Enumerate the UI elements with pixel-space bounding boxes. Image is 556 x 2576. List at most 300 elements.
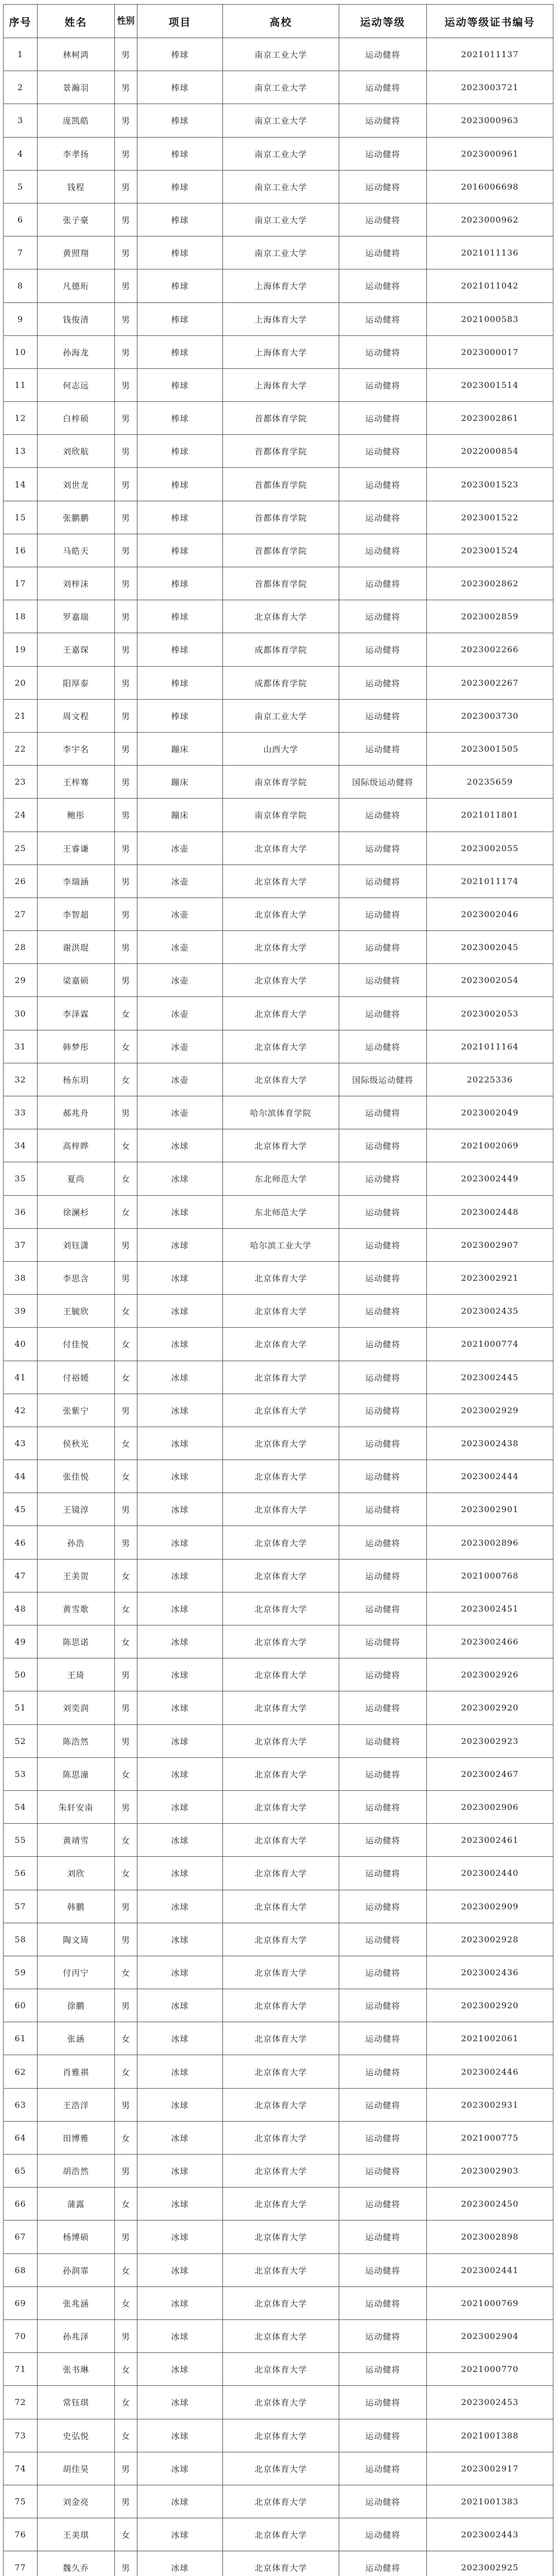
cell-name: 蒲露 [38, 2188, 115, 2221]
cell-no: 40 [4, 1328, 38, 1361]
cell-school: 东北师范大学 [223, 1195, 339, 1228]
cell-no: 49 [4, 1625, 38, 1658]
cell-gender: 男 [115, 931, 137, 964]
table-row [4, 71, 553, 104]
cell-level: 运动健将 [339, 832, 427, 865]
cell-level: 运动健将 [339, 1096, 427, 1129]
cell-no: 9 [4, 302, 38, 335]
cell-cert: 2023002436 [427, 1956, 553, 1989]
cell-no: 61 [4, 2022, 38, 2055]
cell-school: 北京体育大学 [223, 1824, 339, 1857]
cell-no: 7 [4, 236, 38, 269]
cell-name: 李宇名 [38, 732, 115, 765]
cell-name: 郝兆舟 [38, 1096, 115, 1129]
table-row [4, 1295, 553, 1328]
table-row [4, 799, 553, 832]
cell-event: 棒球 [137, 71, 223, 104]
table-row [4, 766, 553, 799]
cell-name: 徐澜杉 [38, 1195, 115, 1228]
table-row [4, 104, 553, 137]
cell-level: 运动健将 [339, 2452, 427, 2485]
cell-name: 王毓欣 [38, 1295, 115, 1328]
cell-name: 李泽霖 [38, 997, 115, 1030]
cell-school: 北京体育大学 [223, 2386, 339, 2419]
cell-event: 冰球 [137, 2221, 223, 2253]
table-row [4, 1658, 553, 1691]
cell-school: 北京体育大学 [223, 2253, 339, 2286]
cell-event: 棒球 [137, 402, 223, 435]
cell-gender: 男 [115, 2319, 137, 2352]
cell-no: 58 [4, 1923, 38, 1956]
cell-cert: 2023002896 [427, 1526, 553, 1559]
table-row [4, 2253, 553, 2286]
table-row [4, 435, 553, 468]
cell-no: 53 [4, 1757, 38, 1790]
cell-event: 冰球 [137, 1625, 223, 1658]
table-row [4, 534, 553, 567]
cell-school: 北京体育大学 [223, 832, 339, 865]
cell-level: 运动健将 [339, 1890, 427, 1923]
cell-event: 冰球 [137, 1724, 223, 1757]
cell-event: 棒球 [137, 633, 223, 666]
cell-event: 棒球 [137, 567, 223, 600]
cell-cert: 2021002069 [427, 1129, 553, 1162]
cell-gender: 女 [115, 2188, 137, 2221]
cell-gender: 女 [115, 2386, 137, 2419]
table-row [4, 1757, 553, 1790]
cell-gender: 男 [115, 501, 137, 534]
cell-cert: 2023002441 [427, 2253, 553, 2286]
cell-cert: 2021000770 [427, 2353, 553, 2386]
cell-cert: 2023000961 [427, 137, 553, 170]
cell-no: 22 [4, 732, 38, 765]
cell-name: 凡德珩 [38, 269, 115, 302]
cell-school: 哈尔滨工业大学 [223, 1228, 339, 1261]
cell-cert: 2023001523 [427, 468, 553, 501]
cell-event: 棒球 [137, 335, 223, 368]
cell-school: 首都体育学院 [223, 534, 339, 567]
cell-name: 王美贺 [38, 1559, 115, 1592]
cell-level: 运动健将 [339, 2419, 427, 2452]
cell-name: 杨博硕 [38, 2221, 115, 2253]
cell-gender: 男 [115, 1658, 137, 1691]
cell-gender: 男 [115, 1691, 137, 1724]
athlete-roster-sheet [3, 4, 553, 2576]
cell-no: 72 [4, 2386, 38, 2419]
table-row [4, 2221, 553, 2253]
cell-no: 73 [4, 2419, 38, 2452]
cell-gender: 女 [115, 2055, 137, 2088]
cell-event: 冰球 [137, 1228, 223, 1261]
cell-name: 罗嘉瑞 [38, 600, 115, 633]
cell-level: 运动健将 [339, 2485, 427, 2518]
cell-gender: 女 [115, 2286, 137, 2319]
cell-school: 北京体育大学 [223, 1394, 339, 1427]
table-row [4, 269, 553, 302]
cell-cert: 2021011042 [427, 269, 553, 302]
cell-level: 运动健将 [339, 1824, 427, 1857]
cell-school: 成都体育学院 [223, 633, 339, 666]
cell-name: 马皓天 [38, 534, 115, 567]
table-row [4, 2055, 553, 2088]
cell-cert: 2023002909 [427, 1890, 553, 1923]
cell-level: 运动健将 [339, 534, 427, 567]
cell-school: 北京体育大学 [223, 2452, 339, 2485]
cell-school: 南京工业大学 [223, 236, 339, 269]
cell-level: 运动健将 [339, 1460, 427, 1493]
cell-cert: 2023002445 [427, 1361, 553, 1394]
cell-name: 田博雅 [38, 2121, 115, 2154]
cell-level: 运动健将 [339, 236, 427, 269]
cell-no: 14 [4, 468, 38, 501]
cell-level: 运动健将 [339, 402, 427, 435]
cell-name: 阳厚泰 [38, 666, 115, 699]
cell-level: 运动健将 [339, 335, 427, 368]
cell-level: 运动健将 [339, 170, 427, 203]
cell-event: 冰球 [137, 1890, 223, 1923]
cell-school: 北京体育大学 [223, 1857, 339, 1890]
table-row [4, 1361, 553, 1394]
cell-no: 21 [4, 699, 38, 732]
cell-event: 冰壶 [137, 931, 223, 964]
table-row [4, 2286, 553, 2319]
cell-cert: 2023002926 [427, 1658, 553, 1691]
cell-no: 4 [4, 137, 38, 170]
cell-level: 运动健将 [339, 1030, 427, 1063]
cell-event: 冰壶 [137, 997, 223, 1030]
cell-name: 何志远 [38, 368, 115, 401]
cell-no: 45 [4, 1493, 38, 1526]
cell-no: 77 [4, 2551, 38, 2576]
cell-event: 冰壶 [137, 964, 223, 997]
header-cert: 运动等级证书编号 [427, 5, 553, 38]
cell-event: 冰球 [137, 1195, 223, 1228]
cell-no: 46 [4, 1526, 38, 1559]
cell-name: 高梓晔 [38, 1129, 115, 1162]
cell-school: 上海体育大学 [223, 302, 339, 335]
cell-no: 38 [4, 1261, 38, 1294]
cell-name: 张佳悦 [38, 1460, 115, 1493]
cell-gender: 男 [115, 1790, 137, 1823]
cell-school: 北京体育大学 [223, 2088, 339, 2121]
table-row [4, 1559, 553, 1592]
cell-school: 首都体育学院 [223, 435, 339, 468]
cell-level: 运动健将 [339, 1625, 427, 1658]
cell-gender: 女 [115, 1195, 137, 1228]
cell-gender: 男 [115, 865, 137, 897]
cell-gender: 男 [115, 2088, 137, 2121]
cell-cert: 2023001524 [427, 534, 553, 567]
cell-event: 冰球 [137, 1427, 223, 1460]
cell-no: 67 [4, 2221, 38, 2253]
table-row [4, 633, 553, 666]
cell-event: 棒球 [137, 501, 223, 534]
table-row [4, 38, 553, 71]
cell-no: 55 [4, 1824, 38, 1857]
cell-level: 运动健将 [339, 1361, 427, 1394]
cell-level: 运动健将 [339, 1559, 427, 1592]
cell-level: 运动健将 [339, 1261, 427, 1294]
cell-school: 首都体育学院 [223, 468, 339, 501]
cell-school: 北京体育大学 [223, 2155, 339, 2188]
cell-event: 冰球 [137, 1956, 223, 1989]
cell-cert: 2021001388 [427, 2419, 553, 2452]
cell-no: 26 [4, 865, 38, 897]
cell-level: 运动健将 [339, 699, 427, 732]
cell-level: 运动健将 [339, 897, 427, 930]
cell-school: 南京工业大学 [223, 699, 339, 732]
cell-level: 运动健将 [339, 633, 427, 666]
table-row [4, 1724, 553, 1757]
table-row [4, 1228, 553, 1261]
cell-school: 北京体育大学 [223, 1790, 339, 1823]
cell-no: 13 [4, 435, 38, 468]
cell-no: 16 [4, 534, 38, 567]
table-row [4, 931, 553, 964]
cell-no: 32 [4, 1063, 38, 1096]
cell-no: 3 [4, 104, 38, 137]
cell-cert: 2021011136 [427, 236, 553, 269]
cell-name: 魏久乔 [38, 2551, 115, 2576]
cell-no: 31 [4, 1030, 38, 1063]
cell-event: 蹦床 [137, 799, 223, 832]
cell-school: 北京体育大学 [223, 1460, 339, 1493]
cell-school: 北京体育大学 [223, 1691, 339, 1724]
cell-school: 北京体育大学 [223, 897, 339, 930]
cell-cert: 2023002903 [427, 2155, 553, 2188]
cell-gender: 女 [115, 1460, 137, 1493]
cell-name: 夏尚 [38, 1162, 115, 1195]
cell-name: 钱程 [38, 170, 115, 203]
cell-cert: 2023001505 [427, 732, 553, 765]
cell-gender: 男 [115, 1923, 137, 1956]
cell-cert: 2023002435 [427, 1295, 553, 1328]
cell-cert: 2023002267 [427, 666, 553, 699]
cell-cert: 2023002054 [427, 964, 553, 997]
table-row [4, 1824, 553, 1857]
cell-gender: 男 [115, 203, 137, 236]
cell-school: 北京体育大学 [223, 997, 339, 1030]
table-row [4, 2551, 553, 2576]
cell-cert: 2023002925 [427, 2551, 553, 2576]
cell-gender: 男 [115, 799, 137, 832]
cell-gender: 男 [115, 1724, 137, 1757]
cell-name: 王梓骞 [38, 766, 115, 799]
cell-name: 王嘉琛 [38, 633, 115, 666]
cell-name: 韩鹏 [38, 1890, 115, 1923]
cell-gender: 男 [115, 1394, 137, 1427]
cell-school: 北京体育大学 [223, 2419, 339, 2452]
cell-school: 北京体育大学 [223, 1427, 339, 1460]
cell-cert: 2022000854 [427, 435, 553, 468]
cell-gender: 男 [115, 335, 137, 368]
cell-level: 运动健将 [339, 1691, 427, 1724]
cell-event: 冰球 [137, 1129, 223, 1162]
cell-event: 冰球 [137, 2088, 223, 2121]
cell-name: 陶文琦 [38, 1923, 115, 1956]
cell-no: 10 [4, 335, 38, 368]
cell-school: 北京体育大学 [223, 1890, 339, 1923]
cell-no: 74 [4, 2452, 38, 2485]
cell-name: 肖雅祺 [38, 2055, 115, 2088]
cell-gender: 男 [115, 1096, 137, 1129]
cell-level: 运动健将 [339, 435, 427, 468]
cell-event: 冰球 [137, 2155, 223, 2188]
cell-school: 成都体育学院 [223, 666, 339, 699]
cell-level: 运动健将 [339, 732, 427, 765]
cell-cert: 2023002446 [427, 2055, 553, 2088]
cell-level: 运动健将 [339, 71, 427, 104]
cell-name: 付丙宁 [38, 1956, 115, 1989]
table-row [4, 1261, 553, 1294]
cell-gender: 男 [115, 368, 137, 401]
cell-level: 运动健将 [339, 1493, 427, 1526]
table-row [4, 1328, 553, 1361]
cell-event: 冰球 [137, 2022, 223, 2055]
cell-gender: 男 [115, 1228, 137, 1261]
cell-gender: 男 [115, 302, 137, 335]
cell-cert: 2023002055 [427, 832, 553, 865]
cell-event: 冰球 [137, 2286, 223, 2319]
cell-name: 王镜淳 [38, 1493, 115, 1526]
cell-name: 徐鹏 [38, 1989, 115, 2022]
table-row [4, 567, 553, 600]
cell-school: 北京体育大学 [223, 1328, 339, 1361]
cell-no: 66 [4, 2188, 38, 2221]
cell-level: 运动健将 [339, 1790, 427, 1823]
cell-level: 运动健将 [339, 1228, 427, 1261]
table-row [4, 1493, 553, 1526]
cell-event: 冰球 [137, 1857, 223, 1890]
cell-level: 运动健将 [339, 1757, 427, 1790]
table-row [4, 2319, 553, 2352]
cell-level: 运动健将 [339, 1923, 427, 1956]
cell-no: 48 [4, 1592, 38, 1625]
cell-gender: 男 [115, 567, 137, 600]
cell-cert: 2023000963 [427, 104, 553, 137]
cell-gender: 女 [115, 1824, 137, 1857]
table-row [4, 1427, 553, 1460]
cell-level: 运动健将 [339, 501, 427, 534]
table-row [4, 368, 553, 401]
cell-name: 张紫宁 [38, 1394, 115, 1427]
cell-no: 35 [4, 1162, 38, 1195]
table-row [4, 666, 553, 699]
cell-no: 6 [4, 203, 38, 236]
table-row [4, 1394, 553, 1427]
cell-school: 上海体育大学 [223, 335, 339, 368]
cell-no: 12 [4, 402, 38, 435]
cell-school: 北京体育大学 [223, 1361, 339, 1394]
cell-school: 北京体育大学 [223, 2319, 339, 2352]
cell-gender: 女 [115, 2419, 137, 2452]
cell-event: 冰球 [137, 2253, 223, 2286]
table-row [4, 1195, 553, 1228]
cell-school: 北京体育大学 [223, 2286, 339, 2319]
cell-gender: 女 [115, 2518, 137, 2551]
cell-school: 北京体育大学 [223, 1989, 339, 2022]
cell-level: 运动健将 [339, 2188, 427, 2221]
cell-school: 南京工业大学 [223, 71, 339, 104]
cell-gender: 男 [115, 1989, 137, 2022]
cell-school: 北京体育大学 [223, 1923, 339, 1956]
cell-event: 棒球 [137, 302, 223, 335]
cell-level: 运动健将 [339, 1526, 427, 1559]
table-row [4, 1063, 553, 1096]
cell-cert: 20235659 [427, 766, 553, 799]
cell-cert: 2023002862 [427, 567, 553, 600]
cell-gender: 女 [115, 1857, 137, 1890]
cell-school: 北京体育大学 [223, 1956, 339, 1989]
cell-event: 棒球 [137, 534, 223, 567]
cell-name: 刘世龙 [38, 468, 115, 501]
cell-name: 张兆涵 [38, 2286, 115, 2319]
cell-gender: 男 [115, 2221, 137, 2253]
cell-school: 东北师范大学 [223, 1162, 339, 1195]
cell-name: 张子豪 [38, 203, 115, 236]
cell-cert: 2023002923 [427, 1724, 553, 1757]
cell-school: 北京体育大学 [223, 1658, 339, 1691]
cell-gender: 男 [115, 402, 137, 435]
cell-school: 北京体育大学 [223, 931, 339, 964]
cell-gender: 男 [115, 766, 137, 799]
cell-event: 棒球 [137, 435, 223, 468]
cell-cert: 2023002444 [427, 1460, 553, 1493]
table-row [4, 2088, 553, 2121]
cell-gender: 男 [115, 832, 137, 865]
header-level: 运动等级 [339, 5, 427, 38]
cell-event: 冰球 [137, 1361, 223, 1394]
cell-no: 34 [4, 1129, 38, 1162]
cell-name: 常钰琪 [38, 2386, 115, 2419]
cell-gender: 女 [115, 2253, 137, 2286]
cell-cert: 2023002449 [427, 1162, 553, 1195]
cell-level: 运动健将 [339, 931, 427, 964]
cell-event: 冰球 [137, 1559, 223, 1592]
cell-name: 刘欣 [38, 1857, 115, 1890]
cell-level: 运动健将 [339, 997, 427, 1030]
cell-no: 8 [4, 269, 38, 302]
cell-name: 孙兆泽 [38, 2319, 115, 2352]
cell-level: 运动健将 [339, 2088, 427, 2121]
cell-name: 梁嘉硕 [38, 964, 115, 997]
cell-name: 孙海龙 [38, 335, 115, 368]
cell-cert: 2023002450 [427, 2188, 553, 2221]
cell-level: 运动健将 [339, 2221, 427, 2253]
table-row [4, 501, 553, 534]
cell-event: 棒球 [137, 699, 223, 732]
table-row [4, 468, 553, 501]
cell-name: 周文程 [38, 699, 115, 732]
cell-level: 运动健将 [339, 2386, 427, 2419]
cell-school: 北京体育大学 [223, 1757, 339, 1790]
table-row [4, 2121, 553, 2154]
cell-gender: 男 [115, 38, 137, 71]
cell-gender: 女 [115, 1592, 137, 1625]
table-row [4, 1460, 553, 1493]
cell-level: 运动健将 [339, 2551, 427, 2576]
cell-gender: 男 [115, 600, 137, 633]
cell-gender: 女 [115, 1559, 137, 1592]
cell-level: 运动健将 [339, 2353, 427, 2386]
cell-cert: 2023002928 [427, 1923, 553, 1956]
cell-gender: 女 [115, 1162, 137, 1195]
cell-gender: 女 [115, 1030, 137, 1063]
cell-gender: 男 [115, 633, 137, 666]
cell-gender: 男 [115, 1890, 137, 1923]
cell-cert: 2023002443 [427, 2518, 553, 2551]
cell-school: 北京体育大学 [223, 1592, 339, 1625]
